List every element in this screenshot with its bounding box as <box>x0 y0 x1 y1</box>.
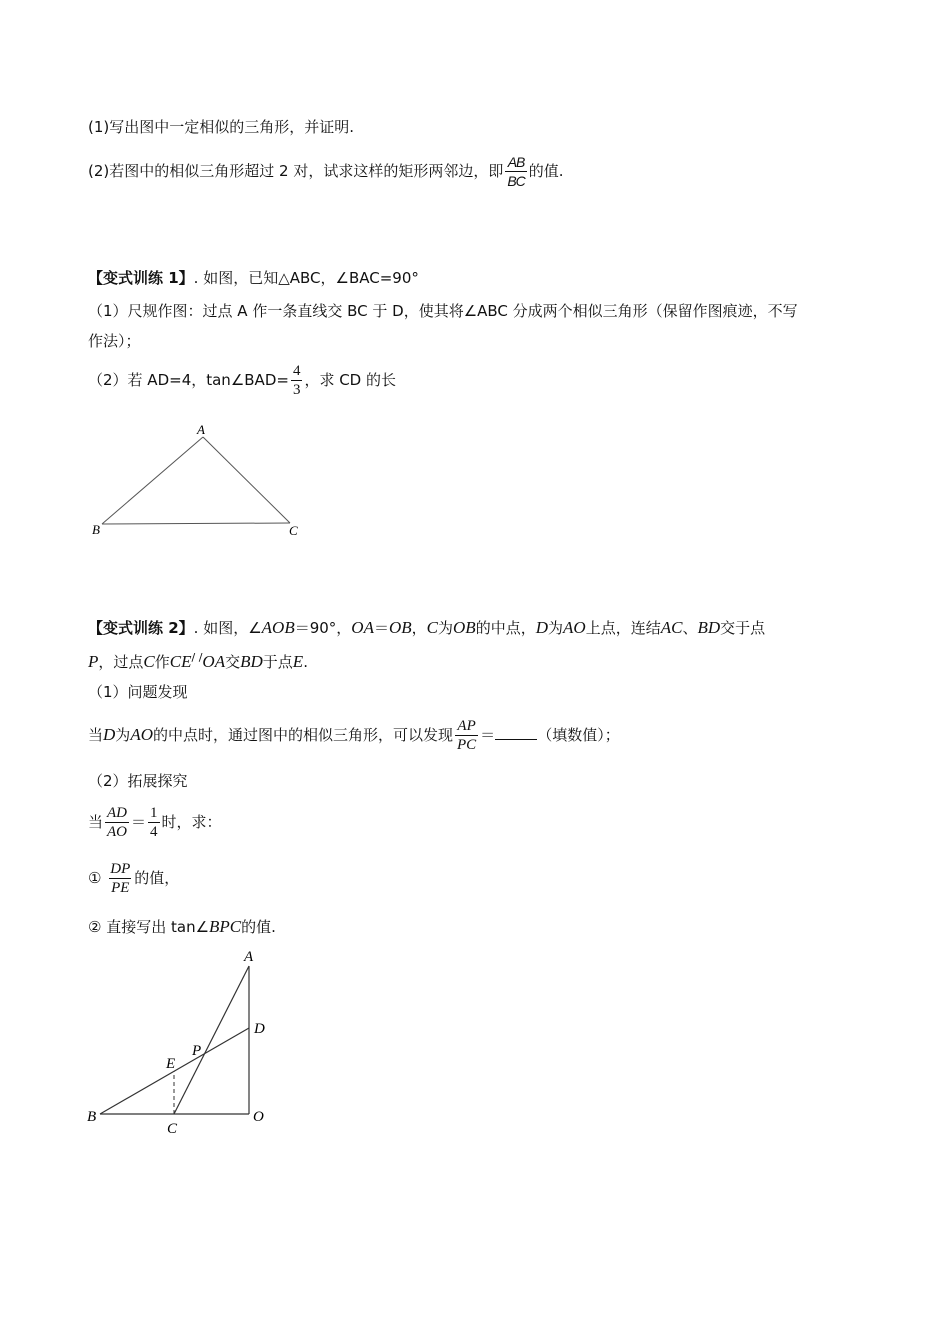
label-o: O <box>253 1109 264 1125</box>
answer-blank[interactable] <box>495 725 537 740</box>
ex2-sub2: ② 直接写出 tan∠BPC的值. <box>88 917 276 936</box>
ex2-intro-line2: P，过点C作CE/ /OA交BD于点E. <box>88 651 308 671</box>
ex2-sub1: ① $\frac{DP}{PE}$ 的值， <box>88 861 180 896</box>
one-quarter-fraction: $\frac{1}{4}$ <box>150 805 158 840</box>
dp-over-pe-fraction: $\frac{DP}{PE}$ <box>110 861 131 896</box>
label-e: E <box>166 1056 176 1072</box>
problem1-q1: (1)写出图中一定相似的三角形，并证明. <box>88 118 355 136</box>
ex2-title: 【变式训练 2】 <box>88 619 194 637</box>
ad-over-ao-fraction: $\frac{AD}{AO}$ <box>107 805 128 840</box>
ex2-s2-condition: 当 $\frac{AD}{AO}$ ＝ $\frac{1}{4}$ 时，求： <box>88 805 222 840</box>
ex1-q1-line2: 作法）； <box>88 332 141 350</box>
problem1-q2: (2)若图中的相似三角形超过 2 对，试求这样的矩形两邻边，即 $\frac{AB}{BC}$ 的值. <box>88 154 564 189</box>
label-b: B <box>87 1109 97 1125</box>
ex2-s2-title: （2）拓展探究 <box>88 772 188 790</box>
ex1-q1-line1: （1）尺规作图：过点 A 作一条直线交 BC 于 D，使其将∠ABC 分成两个相似三角形（保留作图痕迹，不写 <box>88 302 798 320</box>
ab-over-bc-fraction: $\frac{AB}{BC}$ <box>507 154 525 189</box>
right-angle-aob-figure <box>82 944 282 1144</box>
ap-over-pc-fraction: $\frac{AP}{PC}$ <box>457 718 477 753</box>
label-a: A <box>197 422 205 437</box>
ex1-title: 【变式训练 1】 <box>88 269 194 287</box>
ex2-intro-line1: 【变式训练 2】. 如图，∠AOB＝90°，OA＝OB，C为OB的中点，D为AO上点，连结AC、BD交于点 <box>88 618 766 637</box>
label-p: P <box>192 1043 202 1059</box>
ex2-s1-title: （1）问题发现 <box>88 683 188 701</box>
label-c: C <box>167 1121 178 1137</box>
label-a: A <box>244 949 254 965</box>
label-d: D <box>254 1021 265 1037</box>
label-c: C <box>289 523 298 538</box>
four-thirds-fraction: $\frac{4}{3}$ <box>292 363 301 398</box>
triangle-abc-figure <box>85 418 315 548</box>
ex2-s1-question: 当D为AO的中点时，通过图中的相似三角形，可以发现 $\frac{AP}{PC}$ ＝ （填数值）； <box>88 718 620 753</box>
label-b: B <box>92 522 100 537</box>
ex1-q2: （2）若 AD=4，tan∠BAD= $\frac{4}{3}$ ，求 CD 的长 <box>88 363 396 398</box>
ex1-heading: 【变式训练 1】. 如图，已知△ABC，∠BAC=90° <box>88 269 419 287</box>
